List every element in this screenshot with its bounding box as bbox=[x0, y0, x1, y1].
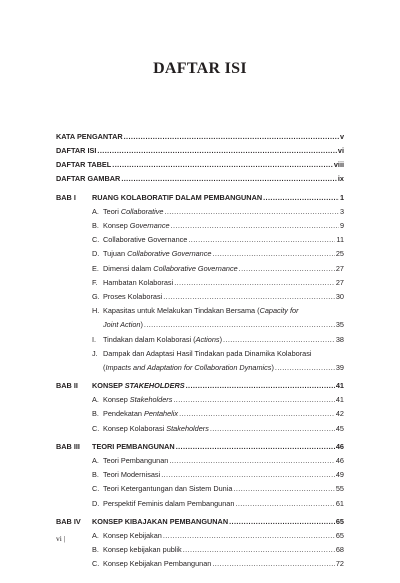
toc-page-number: 41 bbox=[335, 395, 344, 405]
chapter-heading bbox=[56, 511, 344, 525]
section-letter: E. bbox=[92, 263, 99, 273]
toc-page-number: 42 bbox=[335, 409, 344, 419]
toc-page-number: 41 bbox=[335, 381, 344, 391]
toc-page-number: 30 bbox=[335, 291, 344, 301]
section-entry bbox=[56, 229, 344, 243]
chapter-title: TEORI PEMBANGUNAN bbox=[92, 441, 175, 451]
dot-leader bbox=[263, 194, 339, 201]
section-letter: B. bbox=[92, 545, 99, 555]
section-letter: F. bbox=[92, 277, 98, 287]
section-title: Konsep Governance bbox=[103, 221, 170, 231]
section-title: Hambatan Kolaborasi bbox=[103, 277, 174, 287]
section-title: Dampak dan Adaptasi Hasil Tindakan pada Dinamika Kolaborasi bbox=[103, 348, 312, 358]
section-letter: D. bbox=[92, 249, 100, 259]
section-title: Konsep Kebijakan Pembangunan bbox=[103, 559, 212, 569]
toc-page-number: viii bbox=[333, 160, 344, 170]
chapter-number: BAB IV bbox=[56, 516, 81, 526]
toc-page-number: 27 bbox=[335, 277, 344, 287]
toc-page-number: 9 bbox=[339, 221, 344, 231]
section-entry bbox=[56, 553, 344, 567]
section-entry bbox=[56, 479, 344, 493]
chapter-number: BAB II bbox=[56, 381, 78, 391]
section-letter: A. bbox=[92, 456, 99, 466]
page-footer: vi | bbox=[56, 534, 66, 543]
toc-page-number: 65 bbox=[335, 530, 344, 540]
chapter-number: BAB I bbox=[56, 192, 76, 202]
section-letter: A. bbox=[92, 395, 99, 405]
toc-page-number: 46 bbox=[335, 441, 344, 451]
toc-page-number: 49 bbox=[335, 470, 344, 480]
section-title: Tujuan Collaborative Governance bbox=[103, 249, 212, 259]
section-entry bbox=[56, 343, 344, 357]
toc-entry-label: DAFTAR GAMBAR bbox=[56, 174, 121, 184]
section-entry bbox=[56, 258, 344, 272]
toc-entry-label: KATA PENGANTAR bbox=[56, 131, 123, 141]
toc-page-number: 55 bbox=[335, 484, 344, 494]
dot-leader bbox=[112, 161, 333, 168]
section-letter: C. bbox=[92, 559, 100, 569]
section-title: Kapasitas untuk Melakukan Tindakan Bersama (Capacity for bbox=[103, 306, 299, 316]
toc-page-number: 27 bbox=[335, 263, 344, 273]
section-entry bbox=[56, 389, 344, 403]
toc-page-number: 38 bbox=[335, 334, 344, 344]
section-entry bbox=[56, 329, 344, 343]
dot-leader bbox=[174, 279, 335, 286]
chapter-number: BAB III bbox=[56, 441, 80, 451]
section-letter: J. bbox=[92, 348, 98, 358]
dot-leader bbox=[176, 443, 335, 450]
section-letter: B. bbox=[92, 470, 99, 480]
dot-leader bbox=[275, 364, 335, 371]
section-letter: G. bbox=[92, 291, 100, 301]
toc-entry bbox=[56, 169, 344, 183]
section-title: Tindakan dalam Kolaborasi (Actions) bbox=[103, 334, 222, 344]
section-entry bbox=[56, 286, 344, 300]
toc-entry-label: DAFTAR TABEL bbox=[56, 160, 112, 170]
toc-page-number: 35 bbox=[335, 320, 344, 330]
dot-leader bbox=[188, 236, 335, 243]
toc-page-number: v bbox=[339, 131, 344, 141]
chapter-heading bbox=[56, 375, 344, 389]
dot-leader bbox=[173, 396, 335, 403]
section-title: Pendekatan Pentahelix bbox=[103, 409, 179, 419]
toc-page-number: 68 bbox=[335, 545, 344, 555]
section-title: Teori Pembangunan bbox=[103, 456, 169, 466]
dot-leader bbox=[233, 485, 334, 492]
dot-leader bbox=[144, 321, 335, 328]
dot-leader bbox=[169, 457, 335, 464]
section-entry bbox=[56, 404, 344, 418]
section-entry bbox=[56, 418, 344, 432]
section-letter: A. bbox=[92, 530, 99, 540]
section-letter: I. bbox=[92, 334, 97, 344]
dot-leader bbox=[179, 410, 335, 417]
section-title: Perspektif Feminis dalam Pembangunan bbox=[103, 498, 235, 508]
section-letter: C. bbox=[92, 235, 100, 245]
toc-entry-label: DAFTAR ISI bbox=[56, 146, 97, 156]
section-title: Konsep Kolaborasi Stakeholders bbox=[103, 423, 209, 433]
dot-leader bbox=[239, 265, 335, 272]
dot-leader bbox=[212, 250, 334, 257]
toc-page-number: 65 bbox=[335, 516, 344, 526]
section-title: Teori Ketergantungan dan Sistem Dunia bbox=[103, 484, 233, 494]
dot-leader bbox=[171, 222, 339, 229]
section-title: (Impacts and Adaptation for Collaboration Dynamics) bbox=[103, 362, 274, 372]
chapter-title: KONSEP KIBAJAKAN PEMBANGUNAN bbox=[92, 516, 229, 526]
section-letter: B. bbox=[92, 409, 99, 419]
section-letter: B. bbox=[92, 221, 99, 231]
section-title: Teori Collaborative bbox=[103, 206, 164, 216]
section-entry-continued bbox=[56, 357, 344, 371]
toc-page-number: 72 bbox=[335, 559, 344, 569]
section-entry bbox=[56, 215, 344, 229]
dot-leader bbox=[124, 133, 339, 140]
toc-page-number: 39 bbox=[335, 362, 344, 372]
page-title: DAFTAR ISI bbox=[153, 60, 247, 77]
dot-leader bbox=[97, 147, 337, 154]
dot-leader bbox=[163, 532, 335, 539]
dot-leader bbox=[186, 382, 335, 389]
section-entry bbox=[56, 201, 344, 215]
toc-entry bbox=[56, 126, 344, 140]
chapter-title: KONSEP STAKEHOLDERS bbox=[92, 381, 185, 391]
section-entry bbox=[56, 450, 344, 464]
dot-leader bbox=[210, 425, 335, 432]
dot-leader bbox=[235, 500, 334, 507]
section-entry-continued bbox=[56, 314, 344, 328]
toc-page-number: 11 bbox=[336, 235, 344, 245]
section-title: Joint Action) bbox=[103, 320, 143, 330]
dot-leader bbox=[223, 336, 335, 343]
section-letter: C. bbox=[92, 484, 100, 494]
toc-page-number: 3 bbox=[339, 206, 344, 216]
toc-page-number: ix bbox=[337, 174, 344, 184]
dot-leader bbox=[161, 471, 335, 478]
section-letter: A. bbox=[92, 206, 99, 216]
section-entry bbox=[56, 272, 344, 286]
section-letter: D. bbox=[92, 498, 100, 508]
dot-leader bbox=[163, 293, 335, 300]
section-title: Konsep Stakeholders bbox=[103, 395, 173, 405]
dot-leader bbox=[229, 518, 335, 525]
toc-entry bbox=[56, 140, 344, 154]
toc-page-number: 61 bbox=[335, 498, 344, 508]
chapter-title: RUANG KOLABORATIF DALAM PEMBANGUNAN bbox=[92, 192, 263, 202]
section-title: Konsep Kebijakan bbox=[103, 530, 162, 540]
section-title: Proses Kolaborasi bbox=[103, 291, 163, 301]
chapter-heading bbox=[56, 436, 344, 450]
section-entry bbox=[56, 525, 344, 539]
chapter-heading bbox=[56, 187, 344, 201]
section-entry bbox=[56, 464, 344, 478]
toc-page-number: 25 bbox=[335, 249, 344, 259]
dot-leader bbox=[121, 175, 337, 182]
section-entry bbox=[56, 300, 344, 314]
section-entry bbox=[56, 244, 344, 258]
toc-page-number: 46 bbox=[335, 456, 344, 466]
section-title: Collaborative Governance bbox=[103, 235, 188, 245]
dot-leader bbox=[164, 208, 339, 215]
section-letter: H. bbox=[92, 306, 100, 316]
section-title: Teori Modernisasi bbox=[103, 470, 161, 480]
section-entry bbox=[56, 493, 344, 507]
toc-entry bbox=[56, 154, 344, 168]
toc-page-number: 1 bbox=[339, 192, 344, 202]
toc-page-number: vi bbox=[337, 146, 344, 156]
toc-page-number: 45 bbox=[335, 423, 344, 433]
section-entry bbox=[56, 539, 344, 553]
dot-leader bbox=[212, 560, 335, 567]
section-title: Konsep kebijakan publik bbox=[103, 545, 182, 555]
section-title: Dimensi dalam Collaborative Governance bbox=[103, 263, 238, 273]
dot-leader bbox=[183, 546, 335, 553]
section-letter: C. bbox=[92, 423, 100, 433]
table-of-contents bbox=[56, 126, 344, 568]
